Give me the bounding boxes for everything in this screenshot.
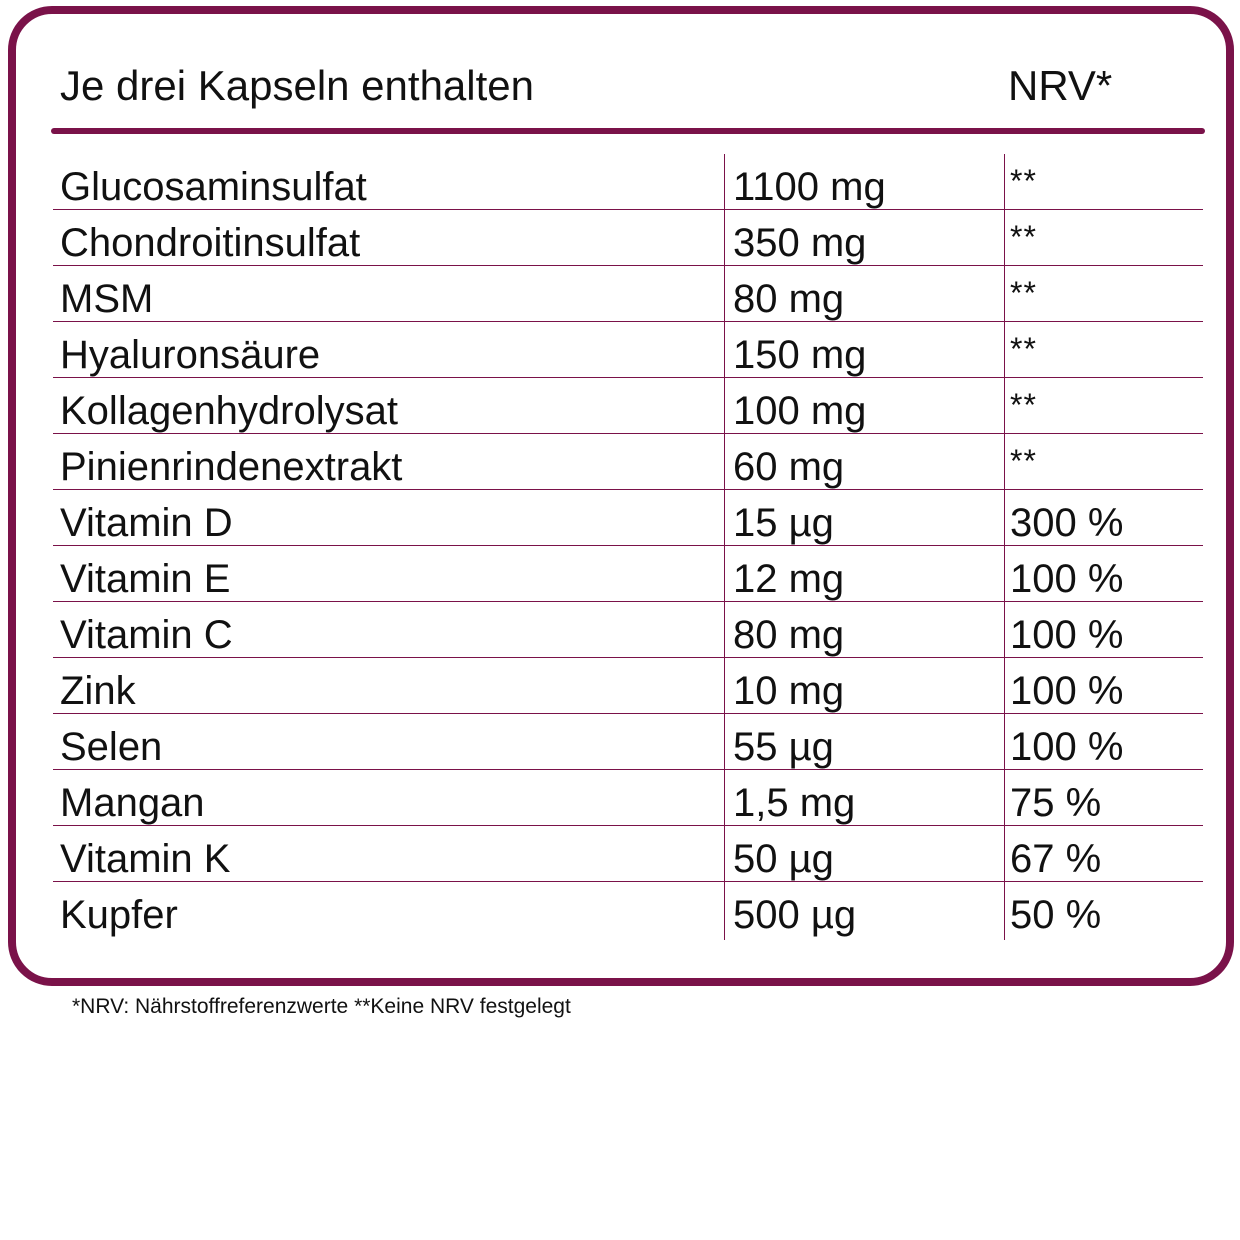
table-row [53, 770, 1203, 826]
nutrient-nrv: 67 % [1010, 837, 1102, 881]
nutrient-nrv: ** [1010, 275, 1037, 311]
nutrient-nrv: 50 % [1010, 893, 1102, 937]
nutrient-amount: 100 mg [733, 389, 867, 433]
nutrient-amount: 150 mg [733, 333, 867, 377]
table-row [53, 210, 1203, 266]
nutrient-amount: 50 µg [733, 837, 834, 881]
nutrient-amount: 350 mg [733, 221, 867, 265]
nutrient-nrv: 75 % [1010, 781, 1102, 825]
nutrient-name: Kupfer [60, 893, 178, 937]
nutrient-amount: 60 mg [733, 445, 845, 489]
nutrition-panel [8, 6, 1234, 986]
nutrient-name: Vitamin C [60, 613, 233, 657]
table-row [53, 378, 1203, 434]
table-row [53, 154, 1203, 210]
nutrient-name: Pinienrindenextrakt [60, 445, 403, 489]
nutrient-nrv: ** [1010, 219, 1037, 255]
table-row [53, 490, 1203, 546]
nutrient-nrv: 100 % [1010, 613, 1124, 657]
nutrient-name: Zink [60, 669, 136, 713]
nutrient-nrv: 100 % [1010, 725, 1124, 769]
table-row [53, 434, 1203, 490]
nutrient-name: Glucosaminsulfat [60, 165, 367, 209]
footnote: *NRV: Nährstoffreferenzwerte **Keine NRV festgelegt [72, 995, 571, 1018]
nutrient-amount: 1100 mg [733, 165, 886, 209]
nutrient-name: Mangan [60, 781, 205, 825]
nutrient-nrv: ** [1010, 331, 1037, 367]
nutrient-nrv: 100 % [1010, 669, 1124, 713]
table-row [53, 602, 1203, 658]
nutrient-name: Chondroitinsulfat [60, 221, 361, 265]
nutrient-nrv: 100 % [1010, 557, 1124, 601]
header-title: Je drei Kapseln enthalten [60, 62, 534, 109]
nutrient-nrv: 300 % [1010, 501, 1124, 545]
table-row [53, 882, 1203, 938]
nutrient-amount: 15 µg [733, 501, 834, 545]
header-nrv-label: NRV* [1008, 62, 1113, 109]
table-row [53, 266, 1203, 322]
nutrient-name: Kollagenhydrolysat [60, 389, 398, 433]
nutrient-name: Hyaluronsäure [60, 333, 321, 377]
table-row [53, 546, 1203, 602]
nutrient-amount: 80 mg [733, 277, 845, 321]
nutrient-amount: 500 µg [733, 893, 857, 937]
nutrient-nrv: ** [1010, 387, 1037, 423]
table-header [16, 14, 1226, 134]
nutrient-name: Selen [60, 725, 163, 769]
nutrient-amount: 10 mg [733, 669, 845, 713]
nutrient-name: Vitamin K [60, 837, 231, 881]
nutrient-name: Vitamin D [60, 501, 233, 545]
table-row [53, 322, 1203, 378]
nutrient-name: MSM [60, 277, 154, 321]
nutrient-amount: 80 mg [733, 613, 845, 657]
table-row [53, 714, 1203, 770]
table-row [53, 658, 1203, 714]
nutrient-amount: 55 µg [733, 725, 834, 769]
nutrient-amount: 1,5 mg [733, 781, 856, 825]
nutrient-nrv: ** [1010, 163, 1037, 199]
nutrient-nrv: ** [1010, 443, 1037, 479]
nutrient-amount: 12 mg [733, 557, 845, 601]
header-divider [51, 128, 1205, 134]
nutrient-name: Vitamin E [60, 557, 231, 601]
table-row [53, 826, 1203, 882]
nutrient-table [53, 154, 1203, 940]
